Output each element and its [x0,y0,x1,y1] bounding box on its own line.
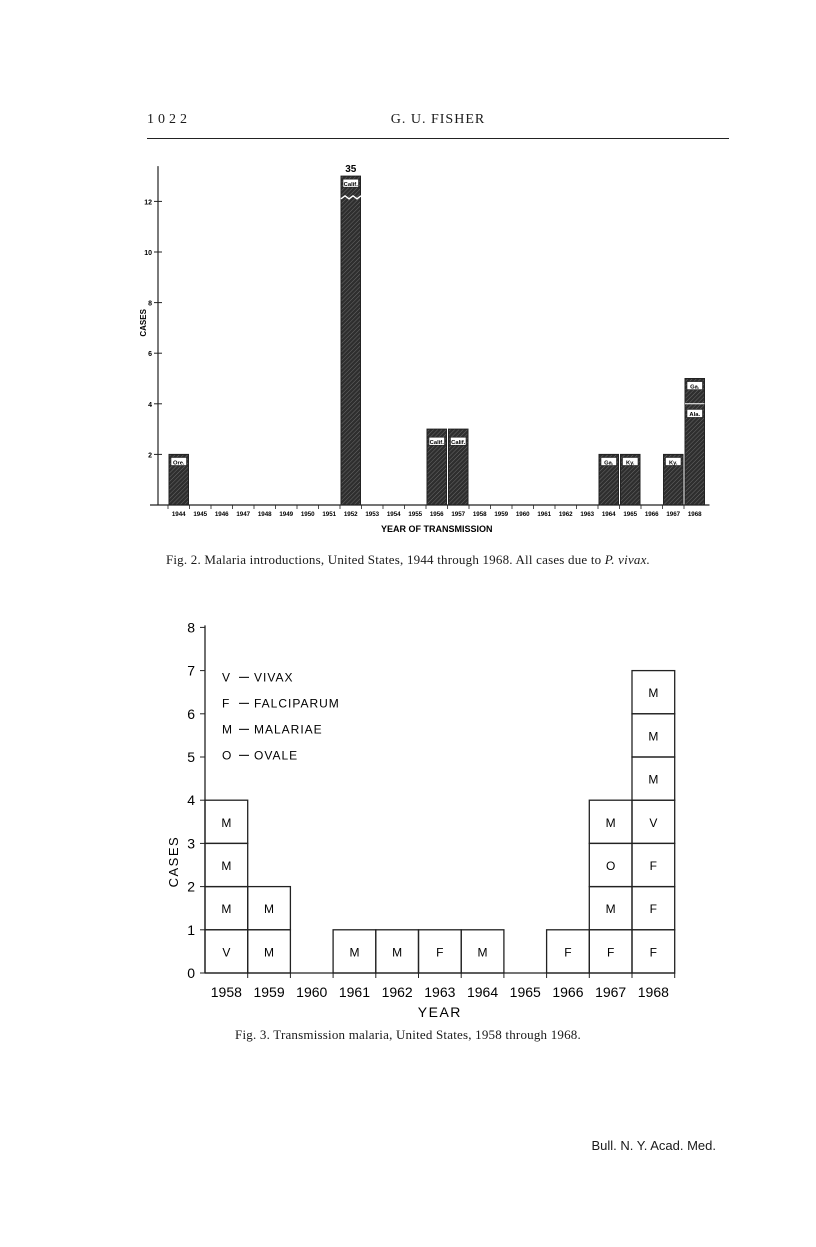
journal-footer: Bull. N. Y. Acad. Med. [591,1138,716,1153]
x-tick-label-1967: 1967 [595,984,627,1000]
figure-3-stacked-chart [0,605,816,1025]
figure-2-caption-text: Fig. 2. Malaria introductions, United States, 1944 through 1968. All cases due to [165,552,605,567]
segment-label-1956-Calif: Calif. [429,440,444,447]
x-tick-label-1945: 1945 [193,511,208,518]
segment-label-1965-Ky: Ky. [625,460,635,467]
x-tick-label-1949: 1949 [279,511,294,518]
cell-label-1968-3: F [649,859,658,873]
running-head-author: G. U. FISHER [390,112,486,127]
segment-label-1957-Calif: Calif. [451,440,466,447]
x-tick-label-1954: 1954 [386,511,401,518]
x-tick-label-1965: 1965 [509,984,541,1000]
y-tick-label: 0 [187,965,195,981]
x-tick-label-1967: 1967 [666,511,681,518]
cell-label-1962-1: M [392,945,403,960]
x-axis-label: YEAR OF TRANSMISSION [380,524,493,534]
bar-1968 [685,379,705,506]
y-tick-label: 1 [187,921,195,938]
running-head [147,110,729,139]
legend-code-V: V [222,670,231,685]
segment-label-1944-Ore: Ore. [172,460,185,467]
x-tick-label-1961: 1961 [537,511,552,518]
segment-label-1952-Calif: Calif. [343,181,358,188]
cell-label-1967-1: F [606,945,615,960]
figure-2-caption-species: P. vivax. [604,552,651,567]
y-tick-label: 10 [144,250,152,257]
y-tick-label: 8 [148,300,152,308]
y-tick-label: 2 [148,452,152,460]
x-tick-label-1963: 1963 [580,511,595,518]
x-tick-label-1944: 1944 [171,511,186,518]
x-tick-label-1962: 1962 [558,511,573,518]
cell-label-1958-2: M [221,902,232,917]
cell-label-1968-6: M [648,729,659,744]
figure-3-cells [205,671,675,973]
x-tick-label-1953: 1953 [365,511,380,518]
y-axis-label: CASES [139,309,148,337]
x-tick-label-1966: 1966 [552,984,584,1000]
y-tick-label: 6 [148,351,152,359]
x-axis-label: YEAR [417,1004,462,1020]
x-tick-label-1947: 1947 [236,511,251,518]
cell-label-1968-5: M [648,772,659,787]
x-tick-label-1960: 1960 [296,984,328,1000]
x-tick-label-1948: 1948 [257,511,272,518]
cell-label-1968-2: F [649,902,658,917]
figure-2-caption [0,552,816,568]
figure-2-bar-chart [0,150,816,550]
cell-label-1968-1: F [649,945,658,960]
x-tick-label-1968: 1968 [687,511,702,518]
x-tick-label-1958: 1958 [210,984,242,1000]
cell-label-1966-1: F [564,945,572,960]
cell-label-1963-1: F [436,945,444,960]
cell-label-1968-7: M [648,686,659,701]
x-tick-label-1956: 1956 [429,511,444,518]
x-tick-label-1950: 1950 [300,511,315,518]
y-tick-label: 12 [144,199,152,207]
page-number: 1022 [147,112,191,127]
legend-name-M: MALARIAE [254,722,323,737]
cell-label-1964-1: M [477,945,488,960]
figure-3-caption: Fig. 3. Transmission malaria, United States, 1958 through 1968. [235,1027,581,1042]
figure-3-axes [166,619,675,1020]
x-tick-label-1962: 1962 [381,984,413,1000]
x-tick-label-1959: 1959 [253,984,285,1000]
segment-label-1967-Ky: Ky. [668,460,678,467]
legend-name-O: OVALE [254,748,299,763]
y-tick-label: 7 [187,662,195,679]
segment-label-1968-Ga: Ga. [690,384,700,391]
cell-label-1967-3: O [605,859,616,873]
x-tick-label-1965: 1965 [623,511,638,518]
x-tick-label-1964: 1964 [601,511,616,518]
legend-name-V: VIVAX [254,670,294,685]
cell-label-1959-1: M [264,945,275,960]
cell-label-1958-1: V [222,945,231,960]
x-tick-label-1946: 1946 [214,511,229,518]
y-axis-label: CASES [166,835,181,888]
x-tick-label-1968: 1968 [637,984,669,1000]
legend-code-M: M [222,722,232,737]
cell-label-1961-1: M [349,945,360,960]
y-tick-label: 4 [187,792,195,809]
legend-code-F: F [222,696,230,711]
x-tick-label-1955: 1955 [408,511,423,518]
cell-label-1958-4: M [221,815,232,830]
cell-label-1967-2: M [605,902,616,917]
x-tick-label-1963: 1963 [424,984,456,1000]
x-tick-label-1964: 1964 [466,984,499,1000]
legend-name-F: FALCIPARUM [254,696,340,711]
bar-1952 [341,176,361,505]
y-tick-label: 4 [148,401,152,409]
x-tick-label-1951: 1951 [322,511,337,518]
x-tick-label-1952: 1952 [343,511,358,518]
y-tick-label: 8 [187,619,195,636]
y-tick-label: 3 [187,835,195,852]
bar-value-label-1952: 35 [345,164,357,176]
figure-3-legend [222,670,340,762]
cell-label-1959-2: M [264,902,275,917]
x-tick-label-1966: 1966 [644,511,659,518]
cell-label-1968-4: V [649,815,658,830]
x-tick-label-1961: 1961 [338,984,371,1000]
figure-2-bars [169,164,705,505]
x-tick-label-1960: 1960 [515,511,530,518]
segment-label-1964-Ga: Ga. [604,460,614,467]
x-tick-label-1958: 1958 [472,511,487,518]
y-tick-label: 5 [187,749,195,765]
x-tick-label-1957: 1957 [451,511,466,518]
legend-code-O: O [222,748,232,763]
cell-label-1967-4: M [605,815,616,830]
x-tick-label-1959: 1959 [494,511,509,518]
y-tick-label: 2 [187,878,195,895]
y-tick-label: 6 [187,705,195,722]
segment-label-1968-Ala: Ala. [689,412,701,419]
cell-label-1958-3: M [221,859,232,873]
